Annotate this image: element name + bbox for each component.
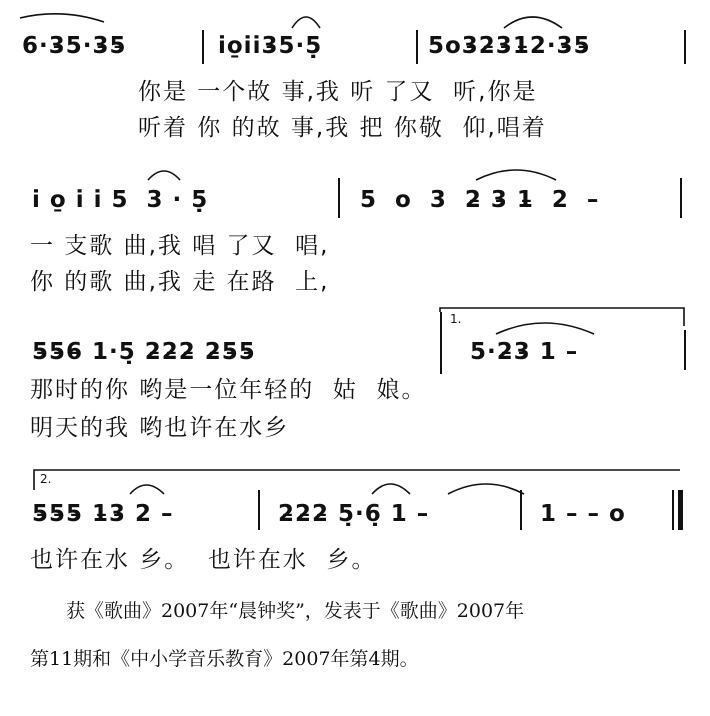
slur-arc [496, 323, 594, 334]
slur-arc [448, 484, 524, 494]
row1-lyrics-verse2: 听着 你 的故 事,我 把 你敬 仰,唱着 [138, 115, 547, 141]
slur-arc [372, 484, 410, 494]
row4-measure3-notes: 1 – – o [540, 501, 626, 527]
volta-2-bracket [34, 470, 680, 490]
row3-measure1-notes: 5̵5̵6̵ 1·5̣ 2̵2̵2̵ 2̵5̵5̵ [32, 339, 256, 365]
row3-measure2-notes: 5·2̵3̵ 1 – [470, 339, 579, 365]
row1-measure2-notes: i̇o̱i̇i̇3̵5·5̣ [218, 33, 323, 59]
volta-2-label: 2. [40, 472, 52, 486]
row3-lyrics-verse1: 那时的你 哟是一位年轻的 姑 娘。 [30, 377, 427, 403]
row2-lyrics-verse1: 一 支歌 曲,我 唱 了又 唱, [30, 233, 330, 259]
row4-measure1-notes: 5̵5̵5̵ 1̵3̵ 2 – [32, 501, 174, 527]
slur-arc [476, 170, 556, 180]
row2-measure2-notes: 5 o 3 2̵ 3̵ 1̵ 2 – [360, 187, 600, 213]
slur-arc [292, 17, 320, 28]
footer-line1: 获《歌曲》2007年“晨钟奖”，发表于《歌曲》2007年 [66, 600, 525, 622]
row3-lyrics-verse2: 明天的我 哟也许在水乡 [30, 415, 290, 441]
row1-measure3-notes: 5o3̵2̵3̵1̵2·3̵5̵ [428, 33, 591, 59]
row2-lyrics-verse2: 你 的歌 曲,我 走 在路 上, [30, 269, 330, 295]
footer-line2: 第11期和《中小学音乐教育》2007年第4期。 [30, 648, 419, 670]
volta-1-bracket [440, 308, 684, 326]
row4-lyrics: 也许在水 乡。 也许在水 乡。 [30, 547, 377, 573]
row1-measure1-notes: 6·3̵5·3̵5̵ [22, 33, 127, 59]
row1-lyrics-verse1: 你是 一个故 事,我 听 了又 听,你是 [138, 79, 538, 105]
slur-arc [148, 171, 180, 180]
row2-measure1-notes: i̇ o̱ i̇ i̇ 5 3 · 5̣ [32, 187, 209, 213]
slur-arc [504, 17, 562, 28]
tie-arc [20, 14, 104, 22]
slur-arc [130, 485, 164, 494]
volta-1-label: 1. [450, 312, 462, 326]
row4-measure2-notes: 2̵2̵2̵ 5̣·6̣ 1 – [278, 501, 430, 527]
